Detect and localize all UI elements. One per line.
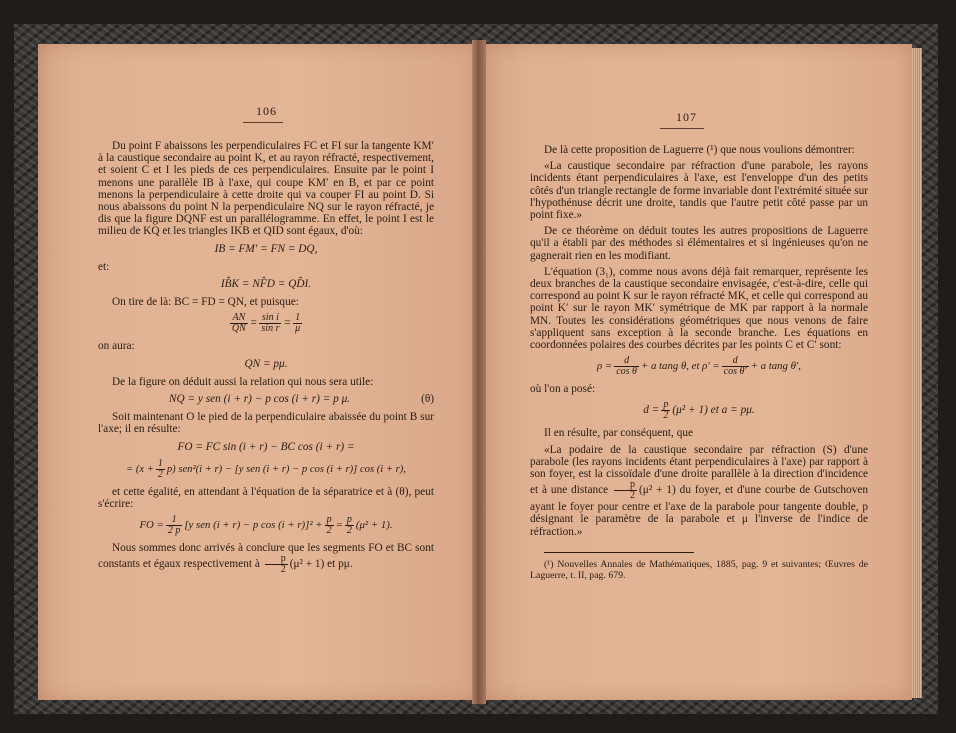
book-gutter (472, 40, 486, 704)
footnote-rule (544, 552, 694, 553)
page-number-left: 106 (256, 104, 277, 118)
left-page (38, 44, 478, 700)
fraction: $\frac{p}{2}$ (663, 399, 669, 422)
right-page (480, 44, 912, 700)
paragraph: De ce théorème on déduit toutes les autres propositions de Laguerre qu'il a établi par des méthodes si élémentaires et si ingénieuses qu'on ne gagnerait rien en les modifiant. (530, 225, 868, 262)
text-label: on aura: (98, 340, 135, 353)
equation-definitions: d = $\frac{p}{2}$ (μ² + 1) et a = pμ. (643, 399, 755, 422)
page-edges (912, 48, 922, 698)
fraction: $\frac{p}{2}$ (326, 514, 332, 537)
equation-number: (θ) (421, 393, 434, 406)
paragraph-conclusion: Nous sommes donc arrivés à conclure que les segments FO et BC sont constants et égaux respectivement à $\frac{p}{2}$ (μ² + 1) et pμ. (98, 542, 434, 576)
paragraph: Soit maintenant O le pied de la perpendiculaire abaissée du point B sur l'axe; il en résulte: (98, 411, 434, 436)
paragraph: L'équation (3₁), comme nous avons déjà fait remarquer, représente les deux branches de la caustique secondaire envisagée, c'est-à-dire, celle qui correspond au point K sur le rayon réfracté MK, et celle qui correspond au point K′ sur le rayon MK′ symétrique de MK par rapport à la normale MN. Toutes les considérations géométriques que nous venons de faire s'appliquent sans exception à la seconde branche. Les équations en coordonnées polaires des courbes décrites par les points C et C′ sont: (530, 265, 868, 352)
footnote: (¹) Nouvelles Annales de Mathématiques, 1885, pag. 9 et suivantes; Œuvres de Laguerre, t. II, pag. 679. (530, 558, 868, 581)
equation-polar: ρ = $\frac{d}{\text{cos θ}}$ + a tang θ, et ρ′ = $\frac{d}{\text{cos θ′}}$ + a tang θ′, (597, 355, 801, 378)
fraction: $\frac{AN}{QN}$ (231, 312, 246, 335)
equation: FO = FC sin (i + r) − BC cos (i + r) = (177, 440, 355, 453)
equation: IB̂K = NF̂D = QD̂I. (220, 278, 312, 291)
paragraph: Il en résulte, par conséquent, que (544, 427, 693, 440)
fraction: $\frac{d}{\text{cos θ}}$ (616, 355, 637, 378)
fraction: $\frac{p}{2}$ (614, 480, 637, 501)
fraction: $\frac{p}{2}$ (346, 514, 352, 537)
page-number-rule-left (243, 122, 283, 123)
quote-podaire: «La podaire de la caustique secondaire par réfraction (S) d'une parabole (les rayons incidents étant perpendiculaires à l'axe) par rapport à son foyer, est la cissoïdale d'une droite parallèle à la direction d'incidence et à une distance $\frac{p}{2}$ (μ² + 1) du foyer, et d'une courbe de Gutschoven ayant le foyer pour centre et l'axe de la parabole pour tangente double, p désignant le paramètre de la parabole et μ l'inverse de l'indice de réfraction.» (530, 443, 869, 538)
paragraph: Du point F abaissons les perpendiculaires FC et FI sur la tangente KM′ à la caustique secondaire au point K, et au rayon réfracté, respectivement, et soient C et I les pieds de ces perpendiculaires. Ensuite par le point I menons une parallèle IB à l'axe, qui coupe KM′ en B, et par ce point menons la perpendiculaire à cette droite qui va couper FI au point D. Si nous abaissons du point N la perpendiculaire NQ sur le rayon réfracté, je dis que la figure DQNF est un parallélogramme. En effet, le point I est le milieu de KQ et les triangles IKB et QID sont égaux, d'où: (98, 140, 434, 238)
fraction: $\frac{p}{2}$ (265, 554, 288, 575)
equation: IB = FM′ = FN = DQ, (214, 242, 318, 255)
left-text-column (98, 140, 434, 579)
paragraph: De là cette proposition de Laguerre (¹) que nous voulions démontrer: (544, 144, 855, 156)
fraction: $\frac{\text{sin i}}{\text{sin r}}$ (261, 312, 280, 335)
paragraph: De la figure on déduit aussi la relation qui nous sera utile: (112, 375, 374, 388)
page-number-rule-right (660, 128, 704, 129)
equation-expanded: = (x + $\frac{1}{2}$ p) sen²(i + r) − [y sen (i + r) − p cos (i + r)] cos (i + r), (126, 457, 406, 480)
text-label: et: (98, 260, 110, 273)
paragraph: et cette égalité, en attendant à l'équation de la séparatrice et à (θ), peut s'écrire: (98, 485, 434, 511)
paragraph: On tire de là: BC = FD = QN, et puisque: (112, 296, 299, 309)
equation: QN = pμ. (244, 357, 288, 370)
equation-ratio: $\frac{AN}{QN}$ = $\frac{\text{sin i}}{\text{sin r}}$ = $\frac{1}{\mu}$ (231, 312, 301, 335)
right-text-column (530, 144, 868, 585)
page-number-right: 107 (676, 110, 697, 124)
quote-laguerre: «La caustique secondaire par réfraction d'une parabole, les rayons incidents étant perpendiculaires à l'axe, est l'enveloppe d'un des petits côtés d'un triangle rectangle de forme invariable dont l'extrémité située sur l'hypothénuse décrit une droite, tandis que l'autre petit côté passe par un point fixe.» (530, 160, 868, 222)
fraction: $\frac{1}{2}$ (157, 457, 163, 480)
fraction: $\frac{1}{\mu}$ (295, 312, 301, 335)
fraction: $\frac{1}{2 p}$ (167, 514, 181, 537)
text-label: où l'on a posé: (530, 383, 596, 396)
equation-fo: FO = $\frac{1}{2 p}$ [y sen (i + r) − p cos (i + r)]² + $\frac{p}{2}$ = $\frac{p}{2}$ (μ² + 1). (139, 514, 393, 537)
equation-theta: NQ = y sen (i + r) − p cos (i + r) = p μ. (θ) (168, 393, 434, 406)
fraction: $\frac{d}{\text{cos θ′}}$ (723, 355, 747, 378)
